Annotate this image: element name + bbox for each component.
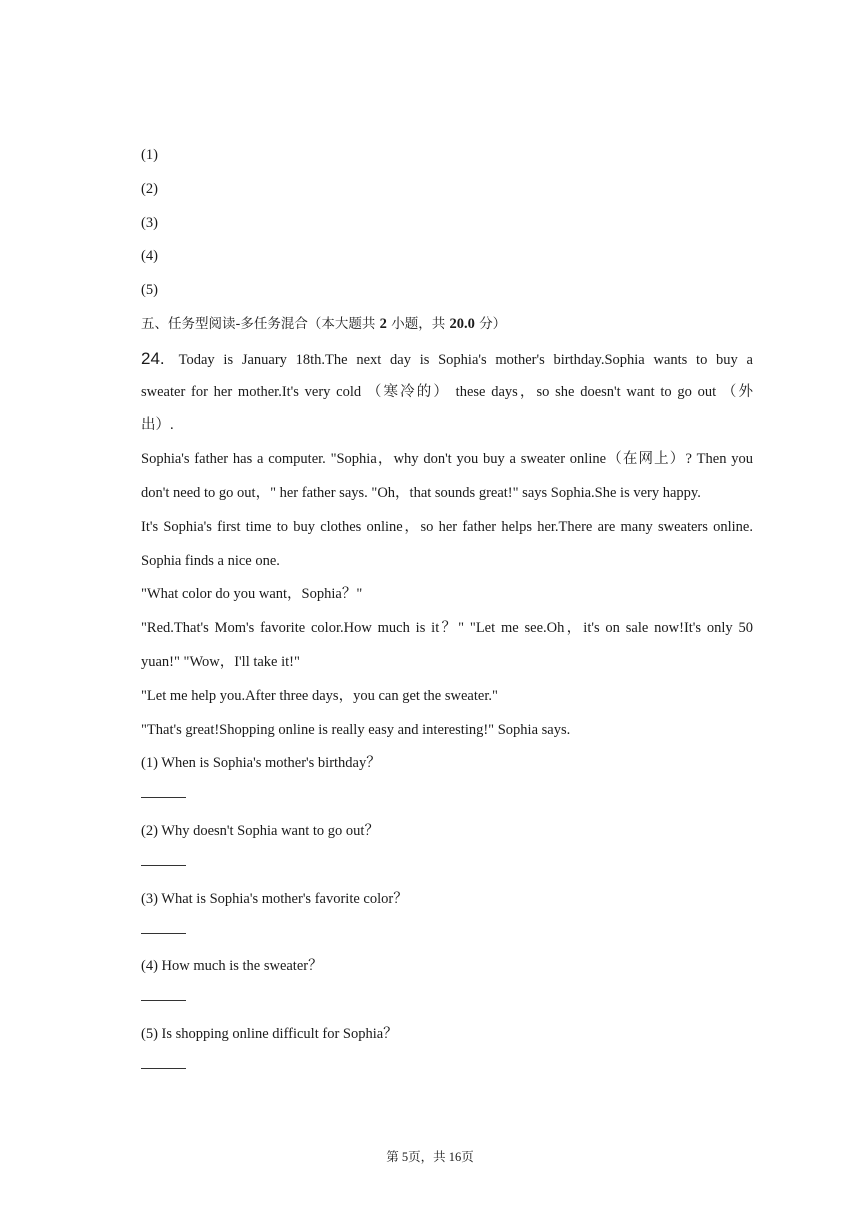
answer-line-4: (4)	[141, 248, 158, 265]
sub-question-1: (1) When is Sophia's mother's birthday？	[141, 755, 381, 772]
answer-blank-line[interactable]	[141, 797, 186, 798]
section-title-part-a: 五、任务型阅读-多任务混合（本大题共	[141, 315, 376, 332]
answer-line-3: (3)	[141, 214, 158, 231]
passage-line-5: don't need to go out，" her father says. "Oh，that sounds great!" says Sophia.She is very happy.	[141, 484, 701, 501]
answer-line-5: (5)	[141, 282, 158, 299]
passage-line-3: 出）.	[141, 417, 174, 434]
answer-line-1: (1)	[141, 147, 158, 163]
passage-line-11: "Let me help you.After three days，you can get the sweater."	[141, 687, 498, 704]
question-number: 24.	[141, 348, 165, 368]
answer-blank-2[interactable]	[141, 849, 753, 883]
sub-question-5: (5) Is shopping online difficult for Sophia？	[141, 1025, 398, 1042]
passage-line-1	[141, 342, 753, 376]
section-question-count: 2	[379, 315, 387, 332]
section-heading	[141, 308, 753, 342]
answer-blank-line[interactable]	[141, 1068, 186, 1069]
passage-text-1: Today is January 18th.The next day is Sophia's mother's birthday.Sophia wants to buy a	[178, 351, 753, 368]
section-title-part-b: 小题，共	[391, 315, 446, 332]
answer-blank-line[interactable]	[141, 933, 186, 934]
answer-blank-1[interactable]	[141, 781, 753, 815]
sub-question-4: (4) How much is the sweater？	[141, 958, 323, 975]
passage-line-9: "Red.That's Mom's favorite color.How much is it？" "Let me see.Oh，it's on sale now!It's only 50	[141, 620, 753, 637]
answer-blank-4[interactable]	[141, 984, 753, 1018]
passage-line-4: Sophia's father has a computer. "Sophia，why don't you buy a sweater online（在网上）? Then you	[141, 451, 753, 468]
passage-line-7: Sophia finds a nice one.	[141, 552, 280, 569]
passage-line-2: sweater for her mother.It's very cold （寒冷的） these days，so she doesn't want to go out （外	[141, 383, 753, 400]
page-content	[141, 139, 753, 1085]
page-footer: 第 5页，共 16页	[386, 1150, 474, 1164]
section-total-score: 20.0	[449, 315, 475, 332]
passage-line-8: "What color do you want，Sophia？"	[141, 586, 363, 603]
sub-question-3: (3) What is Sophia's mother's favorite color？	[141, 890, 408, 907]
passage-line-10: yuan!" "Wow，I'll take it!"	[141, 653, 300, 670]
sub-question-2: (2) Why doesn't Sophia want to go out？	[141, 822, 379, 839]
answer-blank-line[interactable]	[141, 1000, 186, 1001]
passage-line-12: "That's great!Shopping online is really easy and interesting!" Sophia says.	[141, 721, 571, 738]
answer-blank-line[interactable]	[141, 865, 186, 866]
passage-line-6: It's Sophia's first time to buy clothes online，so her father helps her.There are many sweaters online.	[141, 518, 753, 535]
answer-blank-3[interactable]	[141, 916, 753, 950]
answer-line-2: (2)	[141, 180, 158, 197]
section-title-part-c: 分）	[479, 315, 507, 332]
answer-blank-5[interactable]	[141, 1052, 753, 1086]
